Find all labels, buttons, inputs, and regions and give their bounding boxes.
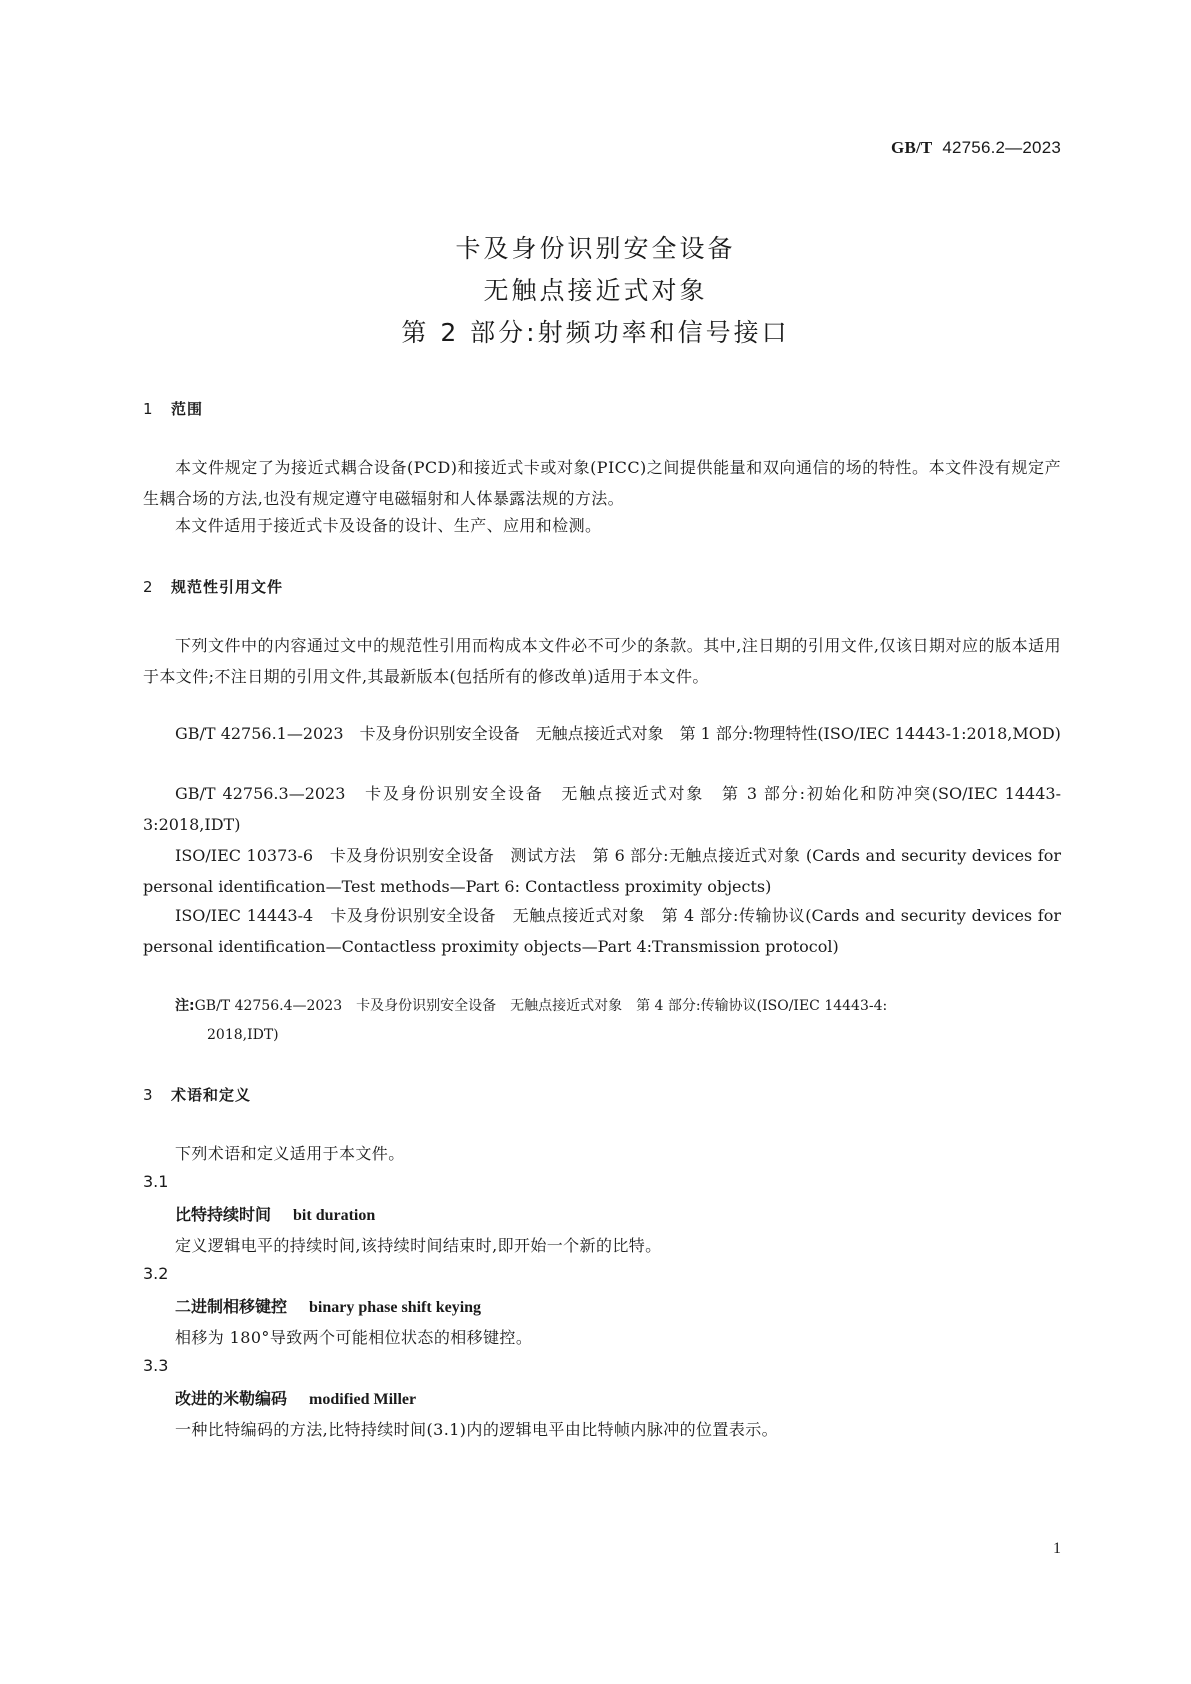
term-number: 3.1	[143, 1172, 169, 1191]
reference-item: ISO/IEC 10373-6 卡及身份识别安全设备 测试方法 第 6 部分:无触点接近式对象 (Cards and security devices for personal identification—Test methods—Part 6: Contactless proximity objects)	[143, 846, 1061, 896]
term-title	[175, 1202, 375, 1225]
section-number: 2	[143, 578, 154, 596]
term-title	[175, 1294, 481, 1317]
term-definition: 相移为 180°导致两个可能相位状态的相移键控。	[175, 1328, 533, 1347]
term-definition: 定义逻辑电平的持续时间,该持续时间结束时,即开始一个新的比特。	[175, 1236, 662, 1255]
reference-item: ISO/IEC 14443-4 卡及身份识别安全设备 无触点接近式对象 第 4 部分:传输协议(Cards and security devices for personal identification—Contactless proximity objects—Part 4:Transmission protocol)	[143, 906, 1061, 956]
term-number: 3.3	[143, 1356, 169, 1375]
section-title: 范围	[171, 400, 204, 418]
note-label: 注:	[175, 998, 195, 1014]
note-text-line-2: 2018,IDT)	[207, 1027, 279, 1043]
document-title	[0, 228, 1191, 354]
title-line-2: 无触点接近式对象	[483, 276, 708, 305]
term-title	[175, 1386, 416, 1409]
section-heading-normative-references	[143, 576, 283, 597]
section-title: 术语和定义	[171, 1086, 252, 1104]
term-number: 3.2	[143, 1264, 169, 1283]
reference-item: GB/T 42756.3—2023 卡及身份识别安全设备 无触点接近式对象 第 3 部分:初始化和防冲突(SO/IEC 14443-3:2018,IDT)	[143, 784, 1061, 834]
term-en: modified Miller	[309, 1391, 417, 1408]
term-zh: 二进制相移键控	[175, 1297, 288, 1316]
term-zh: 改进的米勒编码	[175, 1389, 288, 1408]
term-zh: 比特持续时间	[175, 1205, 272, 1224]
term-en: bit duration	[293, 1207, 376, 1224]
term-definition: 一种比特编码的方法,比特持续时间(3.1)内的逻辑电平由比特帧内脉冲的位置表示。	[175, 1420, 779, 1439]
title-line-3: 第 2 部分:射频功率和信号接口	[401, 318, 790, 347]
standard-number: 42756.2—2023	[942, 138, 1061, 157]
references-intro: 下列文件中的内容通过文中的规范性引用而构成本文件必不可少的条款。其中,注日期的引用文件,仅该日期对应的版本适用于本文件;不注日期的引用文件,其最新版本(包括所有的修改单)适用于本文件。	[143, 636, 1061, 686]
title-line-1: 卡及身份识别安全设备	[455, 234, 736, 263]
section-number: 1	[143, 400, 154, 418]
scope-paragraph-2: 本文件适用于接近式卡及设备的设计、生产、应用和检测。	[175, 516, 602, 535]
scope-paragraph-1: 本文件规定了为接近式耦合设备(PCD)和接近式卡或对象(PICC)之间提供能量和双向通信的场的特性。本文件没有规定产生耦合场的方法,也没有规定遵守电磁辐射和人体暴露法规的方法。	[143, 458, 1061, 508]
section-heading-scope	[143, 398, 203, 419]
standard-code	[891, 138, 1061, 158]
section-heading-terms	[143, 1084, 251, 1105]
note-text-line-1: GB/T 42756.4—2023 卡及身份识别安全设备 无触点接近式对象 第 4 部分:传输协议(ISO/IEC 14443-4:	[194, 998, 888, 1014]
standard-prefix: GB/T	[891, 138, 933, 157]
section-title: 规范性引用文件	[171, 578, 284, 596]
reference-note	[175, 992, 1061, 1050]
reference-item: GB/T 42756.1—2023 卡及身份识别安全设备 无触点接近式对象 第 1 部分:物理特性(ISO/IEC 14443-1:2018,MOD)	[175, 724, 1061, 743]
term-en: binary phase shift keying	[309, 1299, 482, 1316]
page-number: 1	[1053, 1540, 1061, 1557]
terms-intro: 下列术语和定义适用于本文件。	[175, 1144, 405, 1163]
section-number: 3	[143, 1086, 154, 1104]
